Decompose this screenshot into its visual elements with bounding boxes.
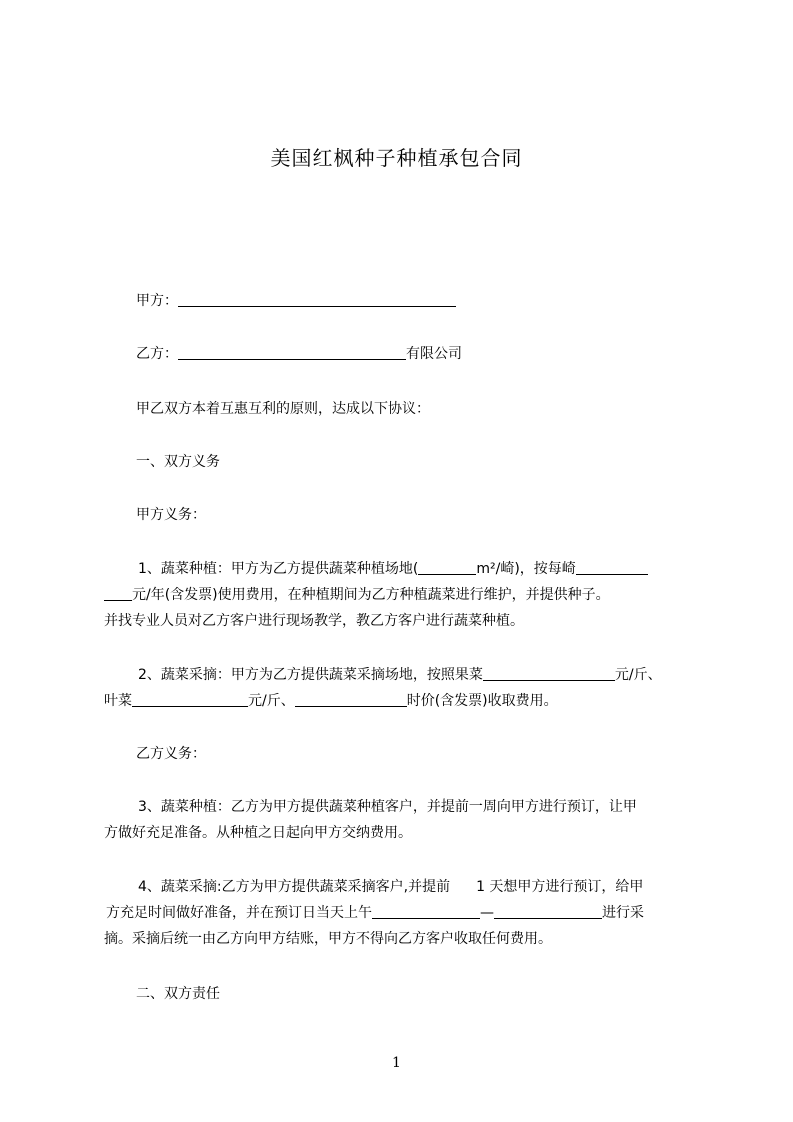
page-number: 1 xyxy=(392,1055,401,1071)
section2-heading: 二、双方责任 xyxy=(136,986,220,1002)
price-blank-1 xyxy=(576,560,648,575)
item1-line3: 并找专业人员对乙方客户进行现场教学，教乙方客户进行蔬菜种植。 xyxy=(104,613,524,629)
item3-line1: 3、蔬菜种植：乙方为甲方提供蔬菜种植客户，并提前一周向甲方进行预订，让甲 xyxy=(138,799,637,815)
item4-text-d: 进行采 xyxy=(602,905,644,921)
item2-line1 xyxy=(138,665,738,685)
item1-text-b: m²/崎)，按每崎 xyxy=(476,561,576,577)
item2-text-d: 元/斤、 xyxy=(248,693,295,709)
item4-text-a: 4、蔬菜采摘:乙方为甲方提供蔬菜采摘客户,并提前 xyxy=(138,879,451,895)
party-a-label: 甲方： xyxy=(136,293,178,309)
item4-text-c: 方充足时间做好准备，并在预订日当天上午 xyxy=(106,905,372,921)
item4-line3: 摘。采摘后统一由乙方向甲方结账，甲方不得向乙方客户收取任何费用。 xyxy=(104,931,552,947)
item2-text-c: 叶菜 xyxy=(104,693,132,709)
preamble: 甲乙双方本着互惠互利的原则，达成以下协议： xyxy=(136,401,430,417)
area-blank xyxy=(418,560,476,575)
item4-line1 xyxy=(138,877,738,897)
party-b-suffix: 有限公司 xyxy=(406,346,462,362)
section1-heading: 一、双方义务 xyxy=(136,454,220,470)
item1-line2 xyxy=(104,585,704,605)
other-price-blank xyxy=(295,692,407,707)
item4-text-b: 1 天想甲方进行预订，给甲 xyxy=(476,879,644,895)
party-b-blank xyxy=(178,345,406,360)
item2-text-a: 2、蔬菜采摘：甲方为乙方提供蔬菜采摘场地，按照果菜 xyxy=(138,667,483,683)
item3-line2: 方做好充足准备。从种植之日起向甲方交纳费用。 xyxy=(104,825,412,841)
item2-text-e: 时价(含发票)收取费用。 xyxy=(406,693,558,709)
time-end-blank xyxy=(494,904,602,919)
party-a-duties-heading: 甲方义务： xyxy=(136,507,206,523)
price-blank-1-cont xyxy=(104,586,132,601)
leaf-price-blank xyxy=(132,692,248,707)
item1-text-c: 元/年(含发票)使用费用，在种植期间为乙方种植蔬菜进行维护，并提供种子。 xyxy=(132,587,610,603)
party-b-label: 乙方： xyxy=(136,346,178,362)
fruit-price-blank xyxy=(483,666,615,681)
party-a-line xyxy=(136,291,736,311)
time-start-blank xyxy=(372,904,480,919)
party-b-line xyxy=(136,344,736,364)
time-dash: — xyxy=(480,905,494,921)
party-a-blank xyxy=(178,292,456,307)
item2-text-b: 元/斤、 xyxy=(614,667,662,683)
item1-text-a: 1、蔬菜种植：甲方为乙方提供蔬菜种植场地( xyxy=(138,561,419,577)
item2-line2 xyxy=(104,691,704,711)
item1-line1 xyxy=(138,559,738,579)
item4-line2 xyxy=(106,903,706,923)
party-b-duties-heading: 乙方义务： xyxy=(136,746,206,762)
document-title: 美国红枫种子种植承包合同 xyxy=(270,146,523,170)
